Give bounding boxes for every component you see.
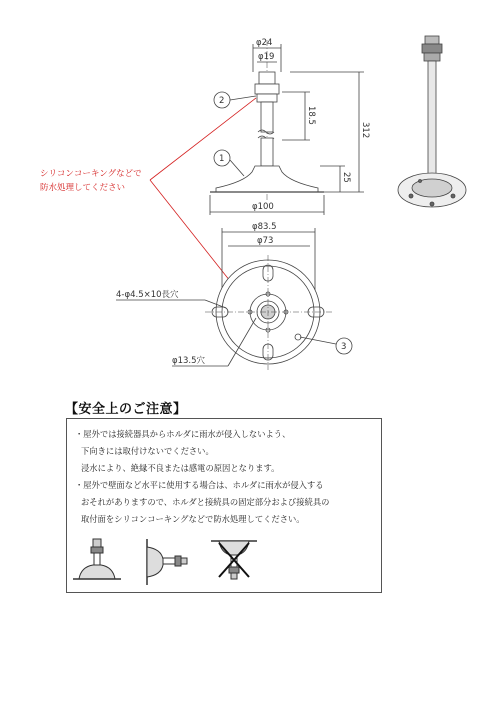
safety-line-5: おそれがありますので、ホルダと接続具の固定部分および接続具の — [81, 497, 330, 507]
safety-line-4: ・屋外で壁面など水平に使用する場合は、ホルダに雨水が侵入する — [75, 480, 324, 490]
dim-312: 312 — [360, 122, 370, 139]
waterproof-note-line1: シリコンコーキングなどで — [40, 169, 142, 179]
dim-25: 25 — [341, 172, 351, 183]
callout-3: 3 — [341, 342, 347, 352]
dim-mount-holes: 4-φ4.5×10長穴 — [116, 290, 179, 300]
dim-phi73: φ73 — [257, 236, 274, 246]
dim-phi13-5: φ13.5穴 — [172, 356, 206, 366]
callout-1: 1 — [219, 154, 225, 164]
dim-phi19: φ19 — [258, 52, 275, 62]
waterproof-note-line2: 防水処理してください — [40, 183, 126, 193]
holder-product-illustration — [398, 36, 466, 207]
safety-title: 【安全上のご注意】 — [65, 402, 187, 417]
waterproof-note — [40, 167, 142, 195]
safety-line-6: 取付面をシリコンコーキングなどで防水処理してください。 — [81, 514, 305, 524]
dim-18-5: 18.5 — [306, 106, 316, 125]
downward-mount-prohibited-icon — [211, 541, 257, 579]
upright-mount-icon — [73, 539, 121, 579]
dim-phi83-5: φ83.5 — [252, 222, 277, 232]
safety-line-3: 浸水により、絶縁不良または感電の原因となります。 — [81, 463, 280, 473]
safety-caution-box — [66, 418, 382, 593]
wall-mount-icon — [147, 539, 187, 585]
safety-line-1: ・屋外では接続器具からホルダに雨水が侵入しないよう、 — [75, 429, 291, 439]
safety-line-2: 下向きには取付けないでください。 — [81, 446, 214, 456]
callout-2: 2 — [219, 96, 225, 106]
dim-phi100: φ100 — [252, 202, 274, 212]
dim-phi24: φ24 — [256, 38, 273, 48]
